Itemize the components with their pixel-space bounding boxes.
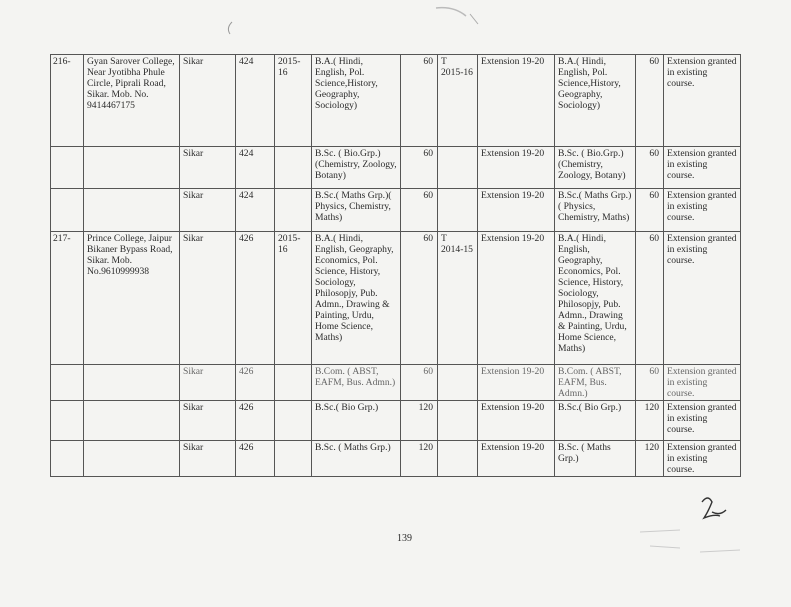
seats-cell: 60 — [401, 365, 438, 401]
seats-cell: 120 — [401, 401, 438, 441]
college-code-cell: 426 — [236, 232, 275, 365]
district-cell: Sikar — [180, 441, 236, 477]
college-number-cell — [51, 441, 84, 477]
seats-extended-cell: 120 — [636, 441, 664, 477]
status-cell — [438, 189, 478, 232]
course-cell: B.Sc. ( Maths Grp.) — [312, 441, 401, 477]
status-cell: T 2014-15 — [438, 232, 478, 365]
course-cell: B.A.( Hindi, English, Geography, Economics, Pol. Science, History, Sociology, Philosopjy, Pub. Admn., Drawing & Painting, Urdu, Home Science, Maths) — [312, 232, 401, 365]
remark-cell: Extension granted in existing course. — [664, 441, 741, 477]
college-code-cell: 424 — [236, 55, 275, 147]
college-number-cell: 217- — [51, 232, 84, 365]
district-cell: Sikar — [180, 55, 236, 147]
seats-extended-cell: 60 — [636, 365, 664, 401]
seats-cell: 120 — [401, 441, 438, 477]
seats-extended-cell: 60 — [636, 232, 664, 365]
course-cell: B.Sc.( Maths Grp.)( Physics, Chemistry, Maths) — [312, 189, 401, 232]
college-code-cell: 424 — [236, 147, 275, 189]
remark-cell: Extension granted in existing course. — [664, 401, 741, 441]
college-number-cell — [51, 365, 84, 401]
remark-cell: Extension granted in existing course. — [664, 365, 741, 401]
extension-cell: Extension 19-20 — [478, 401, 555, 441]
table-row — [51, 441, 741, 477]
extension-cell: Extension 19-20 — [478, 441, 555, 477]
college-number-cell: 216- — [51, 55, 84, 147]
course-cell: B.Com. ( ABST, EAFM, Bus. Admn.) — [312, 365, 401, 401]
status-cell — [438, 441, 478, 477]
course-extended-cell: B.Sc.( Maths Grp.)( Physics, Chemistry, Maths) — [555, 189, 636, 232]
session-cell — [275, 441, 312, 477]
seats-cell: 60 — [401, 147, 438, 189]
extension-cell: Extension 19-20 — [478, 232, 555, 365]
extension-cell: Extension 19-20 — [478, 189, 555, 232]
table-row — [51, 147, 741, 189]
district-cell: Sikar — [180, 232, 236, 365]
course-extended-cell: B.A.( Hindi, English, Geography, Economics, Pol. Science, History, Sociology, Philosopjy, Pub. Admn., Drawing & Painting, Urdu, Home Science, Maths) — [555, 232, 636, 365]
course-extended-cell: B.Sc. ( Bio.Grp.)(Chemistry, Zoology, Botany) — [555, 147, 636, 189]
college-name-address-cell — [84, 365, 180, 401]
college-name-address-cell — [84, 401, 180, 441]
college-name-address-cell — [84, 441, 180, 477]
seats-extended-cell: 60 — [636, 55, 664, 147]
course-cell: B.Sc. ( Bio.Grp.)(Chemistry, Zoology, Botany) — [312, 147, 401, 189]
session-cell — [275, 189, 312, 232]
status-cell: T 2015-16 — [438, 55, 478, 147]
page-number: 139 — [397, 533, 412, 544]
session-cell — [275, 401, 312, 441]
extension-cell: Extension 19-20 — [478, 55, 555, 147]
district-cell: Sikar — [180, 401, 236, 441]
remark-cell: Extension granted in existing course. — [664, 147, 741, 189]
college-code-cell: 426 — [236, 401, 275, 441]
session-cell — [275, 147, 312, 189]
course-extended-cell: B.Sc.( Bio Grp.) — [555, 401, 636, 441]
course-extended-cell: B.Com. ( ABST, EAFM, Bus. Admn.) — [555, 365, 636, 401]
district-cell: Sikar — [180, 147, 236, 189]
college-name-address-cell: Prince College, Jaipur Bikaner Bypass Road, Sikar. Mob. No.9610999938 — [84, 232, 180, 365]
college-code-cell: 426 — [236, 441, 275, 477]
table-row — [51, 232, 741, 365]
table-row — [51, 189, 741, 232]
college-name-address-cell — [84, 189, 180, 232]
college-name-address-cell: Gyan Sarover College, Near Jyotibha Phule Circle, Piprali Road, Sikar. Mob. No. 9414467175 — [84, 55, 180, 147]
district-cell: Sikar — [180, 189, 236, 232]
college-code-cell: 426 — [236, 365, 275, 401]
college-number-cell — [51, 147, 84, 189]
course-cell: B.Sc.( Bio Grp.) — [312, 401, 401, 441]
college-code-cell: 424 — [236, 189, 275, 232]
table-row — [51, 401, 741, 441]
course-cell: B.A.( Hindi, English, Pol. Science,History, Geography, Sociology) — [312, 55, 401, 147]
college-number-cell — [51, 401, 84, 441]
table-row — [51, 55, 741, 147]
seats-extended-cell: 60 — [636, 189, 664, 232]
status-cell — [438, 147, 478, 189]
course-extended-cell: B.Sc. ( Maths Grp.) — [555, 441, 636, 477]
remark-cell: Extension granted in existing course. — [664, 189, 741, 232]
college-extension-table — [50, 54, 741, 477]
status-cell — [438, 401, 478, 441]
signature-icon — [702, 498, 726, 518]
table-row — [51, 365, 741, 401]
district-cell: Sikar — [180, 365, 236, 401]
session-cell: 2015-16 — [275, 55, 312, 147]
session-cell: 2015-16 — [275, 232, 312, 365]
seats-cell: 60 — [401, 232, 438, 365]
extension-cell: Extension 19-20 — [478, 147, 555, 189]
course-extended-cell: B.A.( Hindi, English, Pol. Science,History, Geography, Sociology) — [555, 55, 636, 147]
remark-cell: Extension granted in existing course. — [664, 232, 741, 365]
seats-extended-cell: 60 — [636, 147, 664, 189]
session-cell — [275, 365, 312, 401]
college-name-address-cell — [84, 147, 180, 189]
remark-cell: Extension granted in existing course. — [664, 55, 741, 147]
college-number-cell — [51, 189, 84, 232]
seats-extended-cell: 120 — [636, 401, 664, 441]
seats-cell: 60 — [401, 189, 438, 232]
seats-cell: 60 — [401, 55, 438, 147]
extension-cell: Extension 19-20 — [478, 365, 555, 401]
status-cell — [438, 365, 478, 401]
